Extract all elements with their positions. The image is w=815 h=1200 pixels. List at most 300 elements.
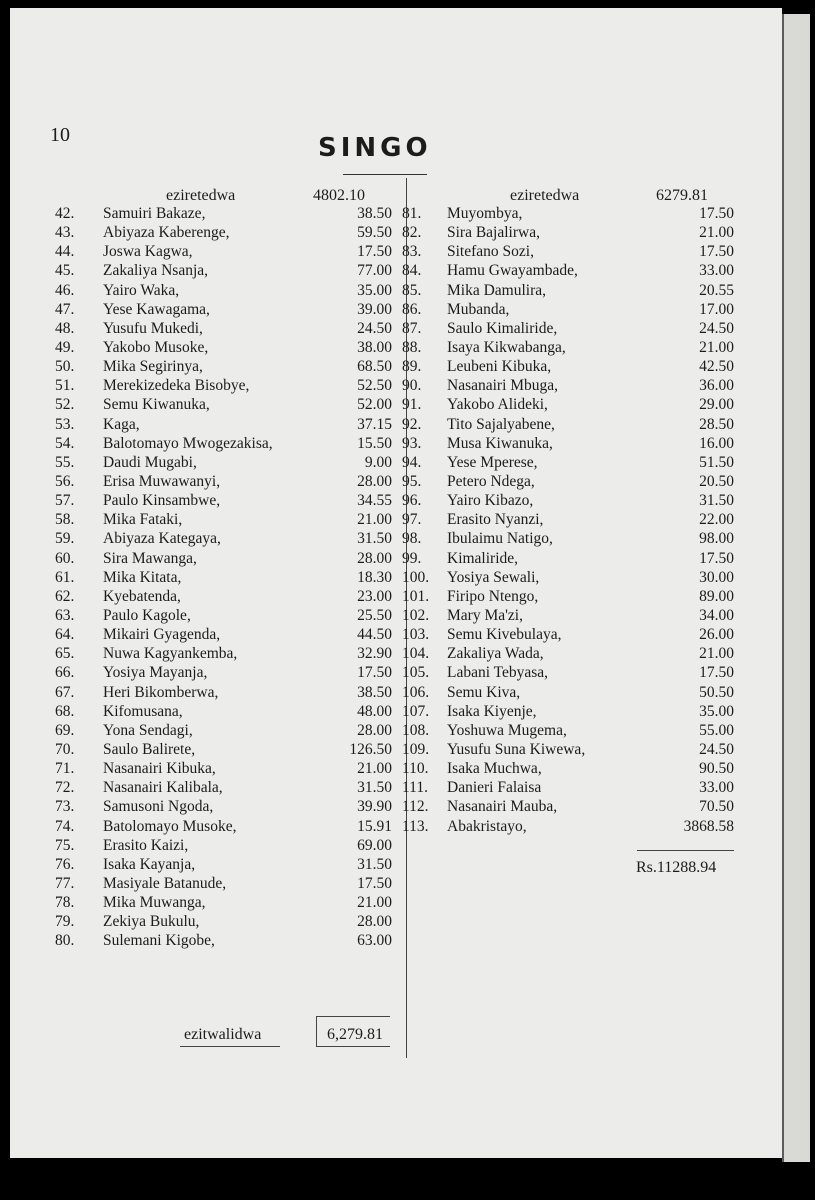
contribution-amount: 31.50	[357, 530, 392, 548]
contributor-name: Hamu Gwayambade,	[447, 262, 578, 280]
contributor-name: Musa Kiwanuka,	[447, 434, 553, 452]
list-item	[402, 606, 742, 625]
contribution-amount: 63.00	[357, 932, 392, 950]
list-item	[402, 568, 742, 587]
contributor-name: Semu Kivebulaya,	[447, 626, 562, 644]
contribution-amount: 17.50	[699, 664, 734, 682]
contributor-name: Nasanairi Kalibala,	[103, 779, 223, 797]
page-title: SINGO	[318, 133, 432, 163]
contribution-amount: 38.50	[357, 683, 392, 701]
entry-number: 112.	[402, 798, 429, 816]
contributor-name: Tito Sajalyabene,	[447, 415, 555, 433]
list-item	[55, 300, 405, 319]
contributor-name: Mika Kitata,	[103, 568, 182, 586]
contributor-name: Nasanairi Kibuka,	[103, 760, 216, 778]
entry-number: 79.	[55, 913, 75, 931]
entry-number: 82.	[402, 224, 422, 242]
contribution-amount: 50.50	[699, 683, 734, 701]
list-item	[55, 644, 405, 663]
list-item	[55, 740, 405, 759]
list-item	[402, 529, 742, 548]
list-item	[55, 778, 405, 797]
list-item	[55, 319, 405, 338]
list-item	[55, 931, 405, 950]
list-item	[55, 204, 405, 223]
contribution-amount: 21.00	[699, 224, 734, 242]
contribution-amount: 48.00	[357, 702, 392, 720]
contribution-amount: 17.50	[699, 243, 734, 261]
contribution-amount: 32.90	[357, 645, 392, 663]
contributor-name: Mubanda,	[447, 300, 510, 318]
contributor-name: Masiyale Batanude,	[103, 874, 227, 892]
contributor-name: Nasanairi Mauba,	[447, 798, 558, 816]
contribution-amount: 28.00	[357, 472, 392, 490]
contributor-name: Yusufu Mukedi,	[103, 319, 203, 337]
list-item	[55, 453, 405, 472]
contribution-amount: 33.00	[699, 779, 734, 797]
list-item	[402, 338, 742, 357]
contributor-name: Isaka Kayanja,	[103, 855, 196, 873]
entry-number: 95.	[402, 472, 422, 490]
list-item	[55, 568, 405, 587]
contribution-amount: 24.50	[699, 319, 734, 337]
list-item	[402, 261, 742, 280]
grand-total-rule	[637, 850, 734, 851]
entry-number: 87.	[402, 319, 422, 337]
footer-rule	[316, 1016, 390, 1017]
list-item	[55, 702, 405, 721]
contributor-name: Kifomusana,	[103, 702, 183, 720]
footer-box-edge	[316, 1016, 317, 1046]
contributor-name: Yairo Kibazo,	[447, 492, 534, 510]
list-item	[402, 319, 742, 338]
left-carried-value: 4802.10	[313, 187, 365, 204]
contribution-amount: 52.50	[357, 377, 392, 395]
right-carried-label: eziretedwa	[510, 187, 580, 204]
contributor-name: Daudi Mugabi,	[103, 453, 197, 471]
entry-number: 56.	[55, 472, 75, 490]
list-item	[55, 663, 405, 682]
entry-number: 90.	[402, 377, 422, 395]
entry-number: 43.	[55, 224, 75, 242]
left-carried-label: eziretedwa	[166, 187, 236, 204]
entry-number: 77.	[55, 874, 75, 892]
entry-number: 94.	[402, 453, 422, 471]
contributor-name: Yairo Waka,	[103, 281, 180, 299]
contributor-name: Kimaliride,	[447, 549, 519, 567]
entry-number: 78.	[55, 894, 75, 912]
contribution-amount: 38.50	[357, 205, 392, 222]
entry-number: 72.	[55, 779, 75, 797]
contribution-amount: 70.50	[699, 798, 734, 816]
entry-number: 49.	[55, 338, 75, 356]
contribution-amount: 31.50	[699, 492, 734, 510]
contributor-name: Nuwa Kagyankemba,	[103, 645, 238, 663]
list-item	[402, 434, 742, 453]
contribution-amount: 17.50	[357, 243, 392, 261]
contribution-amount: 20.50	[699, 472, 734, 490]
contributor-name: Zakaliya Wada,	[447, 645, 544, 663]
contributor-name: Yakobo Alideki,	[447, 396, 548, 414]
entry-number: 67.	[55, 683, 75, 701]
contribution-amount: 15.91	[357, 817, 392, 835]
entry-number: 51.	[55, 377, 75, 395]
contribution-amount: 16.00	[699, 434, 734, 452]
contribution-amount: 17.00	[699, 300, 734, 318]
list-item	[55, 472, 405, 491]
list-item	[55, 893, 405, 912]
next-page-edge	[782, 14, 810, 1162]
contributor-name: Saulo Balirete,	[103, 740, 196, 758]
list-item	[55, 261, 405, 280]
list-item	[402, 395, 742, 414]
contributor-name: Sitefano Sozi,	[447, 243, 534, 261]
list-item	[402, 625, 742, 644]
contributor-name: Paulo Kinsambwe,	[103, 492, 221, 510]
contribution-amount: 39.00	[357, 300, 392, 318]
contributor-name: Balotomayo Mwogezakisa,	[103, 434, 273, 452]
list-item	[55, 223, 405, 242]
list-item	[55, 855, 405, 874]
list-item	[55, 759, 405, 778]
entry-number: 97.	[402, 511, 422, 529]
contributor-name: Yese Kawagama,	[103, 300, 210, 318]
entry-number: 105.	[402, 664, 430, 682]
entry-number: 48.	[55, 319, 75, 337]
list-item	[55, 817, 405, 836]
entry-number: 110.	[402, 760, 429, 778]
entry-number: 104.	[402, 645, 430, 663]
contributor-name: Samusoni Ngoda,	[103, 798, 214, 816]
entry-number: 75.	[55, 836, 75, 854]
entry-number: 84.	[402, 262, 422, 280]
list-item	[55, 529, 405, 548]
list-item	[402, 587, 742, 606]
entry-number: 73.	[55, 798, 75, 816]
entry-number: 76.	[55, 855, 75, 873]
list-item	[55, 606, 405, 625]
contribution-amount: 21.00	[357, 894, 392, 912]
contributor-name: Saulo Kimaliride,	[447, 319, 558, 337]
list-item	[402, 453, 742, 472]
entry-number: 106.	[402, 683, 430, 701]
contributor-name: Nasanairi Mbuga,	[447, 377, 559, 395]
contribution-amount: 33.00	[699, 262, 734, 280]
entry-number: 55.	[55, 453, 75, 471]
entry-number: 93.	[402, 434, 422, 452]
contributor-name: Sira Bajalirwa,	[447, 224, 540, 242]
contributor-name: Labani Tebyasa,	[447, 664, 549, 682]
contribution-amount: 15.50	[357, 434, 392, 452]
contribution-amount: 55.00	[699, 721, 734, 739]
entry-number: 111.	[402, 779, 428, 797]
contribution-amount: 29.00	[699, 396, 734, 414]
entry-number: 58.	[55, 511, 75, 529]
list-item	[55, 797, 405, 816]
left-contribution-list	[55, 204, 405, 950]
contribution-amount: 21.00	[699, 645, 734, 663]
list-item	[55, 721, 405, 740]
entry-number: 59.	[55, 530, 75, 548]
list-item	[55, 625, 405, 644]
contribution-amount: 35.00	[699, 702, 734, 720]
contribution-amount: 22.00	[699, 511, 734, 529]
contribution-amount: 39.90	[357, 798, 392, 816]
contributor-name: Mika Fataki,	[103, 511, 183, 529]
contribution-amount: 89.00	[699, 587, 734, 605]
contribution-amount: 69.00	[357, 836, 392, 854]
entry-number: 102.	[402, 606, 430, 624]
contributor-name: Paulo Kagole,	[103, 606, 191, 624]
list-item	[55, 281, 405, 300]
contributor-name: Abiyaza Kategaya,	[103, 530, 221, 548]
contributor-name: Danieri Falaisa	[447, 779, 542, 797]
entry-number: 99.	[402, 549, 422, 567]
contributor-name: Erasito Kaizi,	[103, 836, 189, 854]
list-item	[402, 376, 742, 395]
entry-number: 69.	[55, 721, 75, 739]
list-item	[55, 491, 405, 510]
contributor-name: Ibulaimu Natigo,	[447, 530, 553, 548]
contribution-amount: 36.00	[699, 377, 734, 395]
list-item	[402, 663, 742, 682]
list-item	[402, 644, 742, 663]
contributor-name: Semu Kiwanuka,	[103, 396, 210, 414]
list-item	[402, 472, 742, 491]
contribution-amount: 52.00	[357, 396, 392, 414]
contributor-name: Kaga,	[103, 415, 140, 433]
contributor-name: Abiyaza Kaberenge,	[103, 224, 230, 242]
contribution-amount: 18.30	[357, 568, 392, 586]
list-item	[55, 683, 405, 702]
contributor-name: Yusufu Suna Kiwewa,	[447, 740, 586, 758]
contribution-amount: 28.00	[357, 721, 392, 739]
entry-number: 60.	[55, 549, 75, 567]
list-item	[55, 242, 405, 261]
contributor-name: Zekiya Bukulu,	[103, 913, 200, 931]
entry-number: 47.	[55, 300, 75, 318]
entry-number: 74.	[55, 817, 75, 835]
contributor-name: Abakristayo,	[447, 817, 527, 835]
entry-number: 83.	[402, 243, 422, 261]
entry-number: 70.	[55, 740, 75, 758]
contribution-amount: 24.50	[357, 319, 392, 337]
contribution-amount: 17.50	[699, 205, 734, 222]
list-item	[402, 817, 742, 836]
contribution-amount: 9.00	[364, 453, 392, 471]
contribution-amount: 25.50	[357, 606, 392, 624]
contribution-amount: 77.00	[357, 262, 392, 280]
contribution-amount: 21.00	[699, 338, 734, 356]
list-item	[402, 204, 742, 223]
footer-value-rule	[316, 1046, 390, 1047]
contribution-amount: 23.00	[357, 587, 392, 605]
contributor-name: Leubeni Kibuka,	[447, 358, 552, 376]
contributor-name: Yoshuwa Mugema,	[447, 721, 567, 739]
contributor-name: Isaka Muchwa,	[447, 760, 542, 778]
contribution-amount: 37.15	[357, 415, 392, 433]
list-item	[402, 357, 742, 376]
contributor-name: Semu Kiva,	[447, 683, 521, 701]
entry-number: 68.	[55, 702, 75, 720]
contributor-name: Erisa Muwawanyi,	[103, 472, 221, 490]
entry-number: 80.	[55, 932, 75, 950]
list-item	[55, 912, 405, 931]
carried-forward-value: 6,279.81	[327, 1026, 383, 1043]
entry-number: 61.	[55, 568, 75, 586]
entry-number: 53.	[55, 415, 75, 433]
entry-number: 85.	[402, 281, 422, 299]
list-item	[402, 549, 742, 568]
contributor-name: Petero Ndega,	[447, 472, 535, 490]
list-item	[55, 434, 405, 453]
entry-number: 86.	[402, 300, 422, 318]
list-item	[402, 721, 742, 740]
contributor-name: Mikairi Gyagenda,	[103, 626, 221, 644]
contribution-amount: 3868.58	[683, 817, 734, 835]
list-item	[55, 510, 405, 529]
contributor-name: Mika Muwanga,	[103, 894, 206, 912]
list-item	[402, 281, 742, 300]
entry-number: 100.	[402, 568, 430, 586]
entry-number: 65.	[55, 645, 75, 663]
list-item	[402, 759, 742, 778]
list-item	[402, 778, 742, 797]
list-item	[402, 300, 742, 319]
list-item	[402, 797, 742, 816]
list-item	[402, 491, 742, 510]
list-item	[55, 836, 405, 855]
contribution-amount: 42.50	[699, 358, 734, 376]
list-item	[402, 242, 742, 261]
contribution-amount: 28.00	[357, 913, 392, 931]
entry-number: 101.	[402, 587, 430, 605]
contributor-name: Kyebatenda,	[103, 587, 181, 605]
contribution-amount: 17.50	[357, 664, 392, 682]
entry-number: 42.	[55, 205, 75, 222]
contributor-name: Yosiya Mayanja,	[103, 664, 208, 682]
contributor-name: Yona Sendagi,	[103, 721, 193, 739]
contribution-amount: 35.00	[357, 281, 392, 299]
contribution-amount: 28.00	[357, 549, 392, 567]
entry-number: 44.	[55, 243, 75, 261]
entry-number: 45.	[55, 262, 75, 280]
contributor-name: Yosiya Sewali,	[447, 568, 540, 586]
contribution-amount: 21.00	[357, 760, 392, 778]
footer-label-rule	[180, 1046, 280, 1047]
right-contribution-list	[402, 204, 742, 836]
contribution-amount: 126.50	[349, 740, 392, 758]
contribution-amount: 20.55	[699, 281, 734, 299]
contributor-name: Batolomayo Musoke,	[103, 817, 237, 835]
contributor-name: Sira Mawanga,	[103, 549, 197, 567]
contribution-amount: 68.50	[357, 358, 392, 376]
contributor-name: Merekizedeka Bisobye,	[103, 377, 250, 395]
contribution-amount: 24.50	[699, 740, 734, 758]
entry-number: 57.	[55, 492, 75, 510]
contribution-amount: 31.50	[357, 855, 392, 873]
contribution-amount: 28.50	[699, 415, 734, 433]
contributor-name: Sulemani Kigobe,	[103, 932, 215, 950]
entry-number: 71.	[55, 760, 75, 778]
entry-number: 107.	[402, 702, 430, 720]
entry-number: 113.	[402, 817, 429, 835]
right-carried-value: 6279.81	[656, 187, 708, 204]
contribution-amount: 51.50	[699, 453, 734, 471]
contributor-name: Mary Ma'zi,	[447, 606, 523, 624]
entry-number: 64.	[55, 626, 75, 644]
contribution-amount: 17.50	[357, 874, 392, 892]
contribution-amount: 90.50	[699, 760, 734, 778]
list-item	[402, 702, 742, 721]
entry-number: 89.	[402, 358, 422, 376]
entry-number: 98.	[402, 530, 422, 548]
contributor-name: Mika Damulira,	[447, 281, 547, 299]
contribution-amount: 38.00	[357, 338, 392, 356]
list-item	[55, 357, 405, 376]
list-item	[55, 338, 405, 357]
list-item	[55, 874, 405, 893]
entry-number: 88.	[402, 338, 422, 356]
entry-number: 46.	[55, 281, 75, 299]
list-item	[55, 395, 405, 414]
entry-number: 108.	[402, 721, 430, 739]
grand-total: Rs.11288.94	[636, 859, 717, 876]
entry-number: 109.	[402, 740, 430, 758]
contributor-name: Erasito Nyanzi,	[447, 511, 544, 529]
entry-number: 62.	[55, 587, 75, 605]
list-item	[402, 415, 742, 434]
title-rule	[343, 174, 427, 175]
list-item	[402, 740, 742, 759]
list-item	[55, 549, 405, 568]
contribution-amount: 34.55	[357, 492, 392, 510]
contribution-amount: 34.00	[699, 606, 734, 624]
list-item	[402, 683, 742, 702]
list-item	[402, 510, 742, 529]
contribution-amount: 31.50	[357, 779, 392, 797]
list-item	[55, 415, 405, 434]
entry-number: 54.	[55, 434, 75, 452]
contribution-amount: 30.00	[699, 568, 734, 586]
contributor-name: Heri Bikomberwa,	[103, 683, 219, 701]
list-item	[402, 223, 742, 242]
contributor-name: Yakobo Musoke,	[103, 338, 209, 356]
contributor-name: Samuiri Bakaze,	[103, 205, 206, 222]
contributor-name: Zakaliya Nsanja,	[103, 262, 209, 280]
entry-number: 63.	[55, 606, 75, 624]
contribution-amount: 44.50	[357, 626, 392, 644]
entry-number: 92.	[402, 415, 422, 433]
list-item	[55, 587, 405, 606]
entry-number: 96.	[402, 492, 422, 510]
contributor-name: Isaka Kiyenje,	[447, 702, 537, 720]
contributor-name: Muyombya,	[447, 205, 523, 222]
contribution-amount: 98.00	[699, 530, 734, 548]
entry-number: 91.	[402, 396, 422, 414]
carried-forward-label: ezitwalidwa	[184, 1026, 262, 1043]
entry-number: 103.	[402, 626, 430, 644]
contributor-name: Yese Mperese,	[447, 453, 538, 471]
contributor-name: Firipo Ntengo,	[447, 587, 539, 605]
entry-number: 52.	[55, 396, 75, 414]
contribution-amount: 17.50	[699, 549, 734, 567]
entry-number: 66.	[55, 664, 75, 682]
contributor-name: Joswa Kagwa,	[103, 243, 193, 261]
contributor-name: Mika Segirinya,	[103, 358, 203, 376]
contribution-amount: 21.00	[357, 511, 392, 529]
list-item	[55, 376, 405, 395]
